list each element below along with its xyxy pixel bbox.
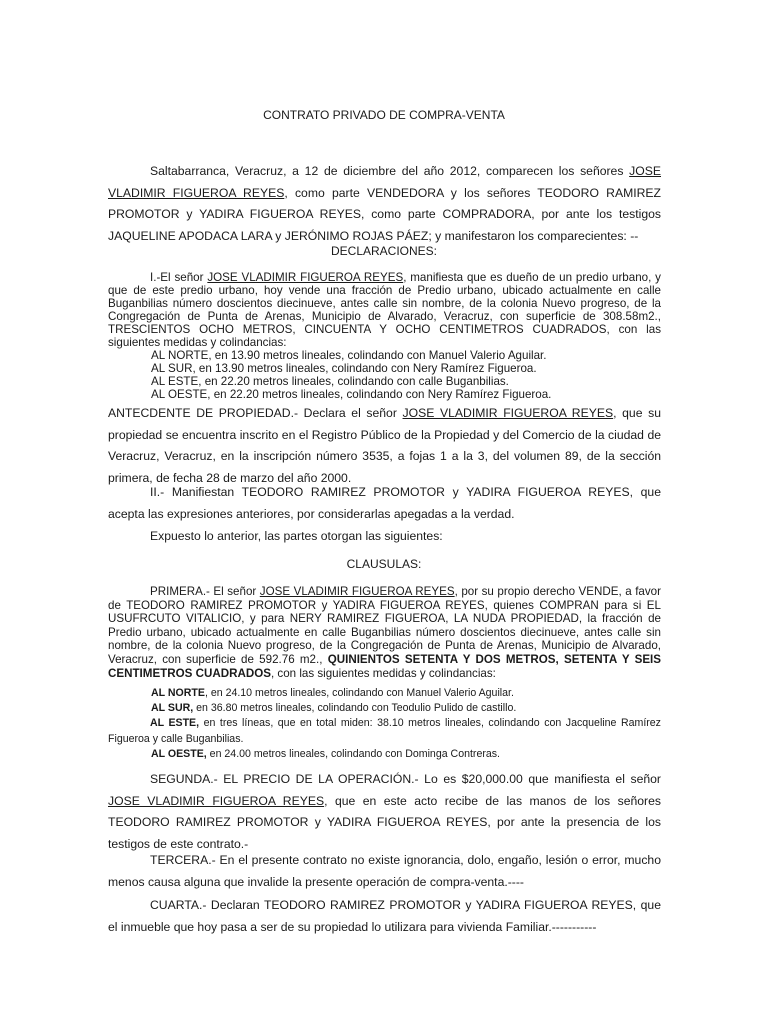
primera-south-text: en 36.80 metros lineales, colindando con Teodulio Pulido de castillo. (193, 702, 517, 715)
decl1-boundary-west: AL OESTE, en 22.20 metros lineales, colindando con Nery Ramírez Figueroa. (151, 388, 552, 401)
clause-cuarta (108, 895, 661, 938)
intro-paragraph (108, 161, 661, 247)
primera-boundaries (108, 686, 661, 762)
primera-text-1: PRIMERA.- El señor (150, 585, 260, 598)
segunda-seller-name: JOSE VLADIMIR FIGUEROA REYES (108, 793, 325, 808)
segunda-text-2: , que en este acto recibe de las manos de los señores TEODORO RAMIREZ PROMOTOR y YADIRA FIGUEROA REYES, por ante la presencia de los testigos de este contrato.- (108, 793, 661, 851)
antecedente-text-1: ANTECDENTE DE PROPIEDAD.- Declara el señor (108, 406, 403, 420)
primera-west-label: AL OESTE, (151, 747, 207, 760)
document-title: CONTRATO PRIVADO DE COMPRA-VENTA (263, 108, 505, 122)
decl1-boundary-east: AL ESTE, en 22.20 metros lineales, colindando con calle Buganbilias. (151, 375, 509, 388)
segunda-text-1: SEGUNDA.- EL PRECIO DE LA OPERACIÓN.- Lo es $20,000.00 que manifiesta el señor (150, 772, 661, 786)
intro-text-2: , como parte VENDEDORA y los señores TEODORO RAMIREZ PROMOTOR y YADIRA FIGUEROA REYES, como parte COMPRADORA, por ante los testigos JAQUELINE APODACA LARA y JERÓNIMO ROJAS PÁEZ; y manifestaron los comparecientes: -- (108, 185, 661, 243)
declaration-2 (108, 482, 661, 525)
clause-tercera (108, 850, 661, 893)
intro-text-1: Saltabarranca, Veracruz, a 12 de diciembre del año 2012, comparecen los señores (150, 164, 630, 178)
primera-north-text: , en 24.10 metros lineales, colindando con Manuel Valerio Aguilar. (204, 687, 514, 699)
clausulas-heading: CLAUSULAS: (346, 557, 422, 571)
primera-area-words: QUINIENTOS SETENTA Y DOS METROS, SETENTA Y SEIS CENTIMETROS CUADRADOS (108, 652, 662, 680)
declaration-1 (108, 271, 661, 401)
expuesto-paragraph (108, 526, 661, 548)
primera-east-text: en tres líneas, que en total miden: 38.10 metros lineales, colindando con Jacqueline Ramírez Figueroa y calle Buganbilias. (108, 717, 661, 745)
declaraciones-heading: DECLARACIONES: (330, 244, 438, 258)
decl2-text: II.- Manifiestan TEODORO RAMIREZ PROMOTOR y YADIRA FIGUEROA REYES, que acepta las expresiones anteriores, por considerarlas apegadas a la verdad. (108, 485, 661, 521)
antecedente-seller-name: JOSE VLADIMIR FIGUEROA REYES (402, 406, 614, 420)
primera-north-label: AL NORTE (151, 687, 205, 699)
decl1-boundary-south: AL SUR, en 13.90 metros lineales, colindando con Nery Ramírez Figueroa. (151, 362, 537, 375)
primera-seller-name: JOSE VLADIMIR FIGUEROA REYES (259, 585, 455, 598)
tercera-text: TERCERA.- En el presente contrato no existe ignorancia, dolo, engaño, lesión o error, mucho menos causa alguna que invalide la presente operación de compra-venta.---- (108, 853, 661, 889)
decl1-seller-name: JOSE VLADIMIR FIGUEROA REYES (207, 271, 404, 284)
primera-text-3: , con las siguientes medidas y colindancias: (270, 666, 496, 680)
decl1-text-1: I.-El señor (150, 271, 208, 284)
clause-segunda (108, 769, 661, 855)
antecedente-paragraph (108, 403, 661, 489)
decl1-boundary-north: AL NORTE, en 13.90 metros lineales, colindando con Manuel Valerio Aguilar. (151, 349, 547, 362)
antecedente-text-2: , que su propiedad se encuentra inscrito en el Registro Público de la Propiedad y del Comercio de la ciudad de Veracruz, Veracruz, en la inscripción número 3535, a fojas 1 a la 3, del volumen 89, de la sección primera, de fecha 28 de marzo del año 2000. (108, 406, 661, 485)
clause-primera (108, 585, 661, 680)
seller-name: JOSE VLADIMIR FIGUEROA REYES (108, 164, 661, 200)
primera-west-text: en 24.00 metros lineales, colindando con Dominga Contreras. (206, 747, 500, 760)
primera-east-label: AL ESTE, (150, 717, 200, 730)
primera-south-label: AL SUR, (151, 702, 194, 715)
expuesto-text: Expuesto lo anterior, las partes otorgan las siguientes: (150, 529, 443, 543)
primera-text-2: , por su propio derecho VENDE, a favor de TEODORO RAMIREZ PROMOTOR y YADIRA FIGUEROA REYES, quienes COMPRAN para si EL USUFRCUTO VITALICIO, y para NERY RAMIREZ FIGUEROA, LA NUDA PROPIEDAD, la fracción de Predio urbano, ubicado actualmente en calle Buganbilias número doscientos diecinueve, antes calle sin nombre, de la colonia Nuevo progreso, de la Congregación de Punta de Arenas, Municipio de Alvarado, Veracruz, con superficie de 592.76 m2., (108, 585, 661, 666)
decl1-text-2: , manifiesta que es dueño de un predio urbano, y que de este predio urbano, hoy vende una fracción de Predio urbano, ubicado actualmente en calle Buganbilias número doscientos diecinueve, antes calle sin nombre, de la colonia Nuevo progreso, de la Congregación de Punta de Arenas, Municipio de Alvarado, Veracruz, con superficie de 308.58m2., TRESCIENTOS OCHO METROS, CINCUENTA Y OCHO CENTIMETROS CUADRADOS, con las siguientes medidas y colindancias: (108, 271, 661, 349)
cuarta-text: CUARTA.- Declaran TEODORO RAMIREZ PROMOTOR y YADIRA FIGUEROA REYES, que el inmueble que hoy pasa a ser de su propiedad lo utilizara para vivienda Familiar.----------- (108, 898, 661, 934)
